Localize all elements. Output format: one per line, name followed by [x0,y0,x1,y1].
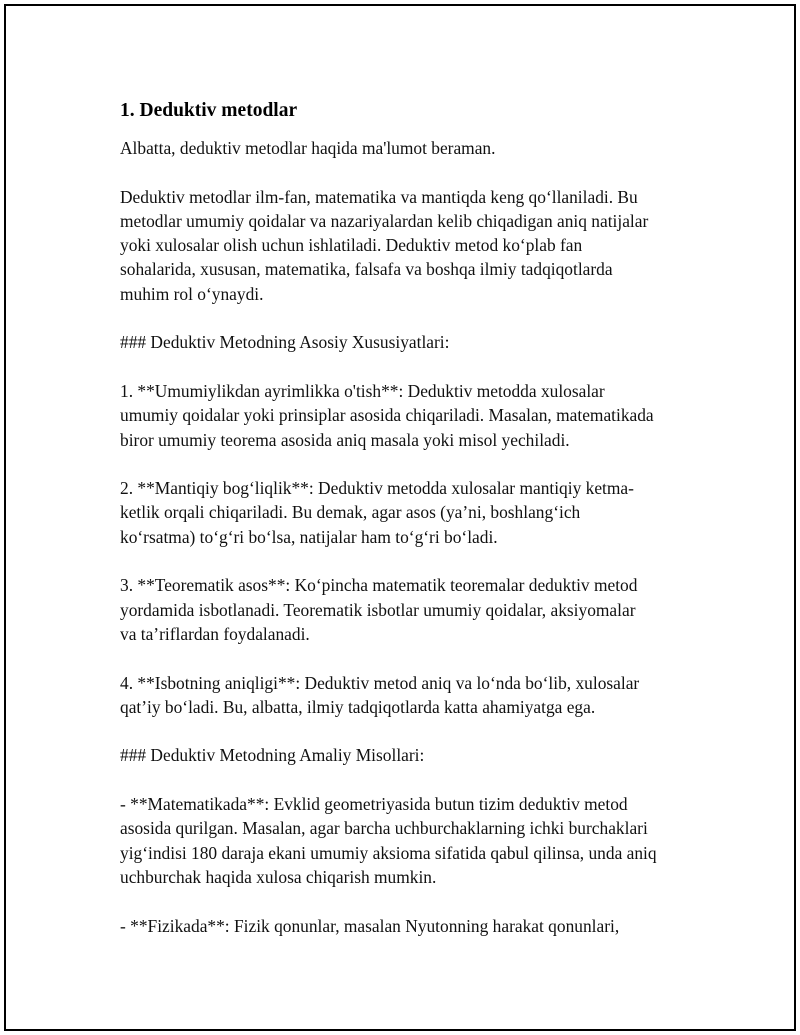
feature-item-3: 3. **Teorematik asos**: Ko‘pincha matematik teoremalar deduktiv metod yordamida isbotlanadi. Teorematik isbotlar umumiy qoidalar, aksiyomalar va ta’riflardan foydalanadi. [120,575,638,644]
intro-paragraph: Albatta, deduktiv metodlar haqida ma'lumot beraman. [120,138,496,158]
section-heading-examples: ### Deduktiv Metodning Amaliy Misollari: [120,745,425,766]
document-title: 1. Deduktiv metodlar [120,100,298,121]
feature-item-2: 2. **Mantiqiy bog‘liqlik**: Deduktiv metodda xulosalar mantiqiy ketma- ketlik orqali chiqariladi. Bu demak, agar asos (ya’ni, boshlang‘ich ko‘rsatma) to‘g‘ri bo‘lsa, natijalar ham to‘g‘ri bo‘ladi. [120,478,634,547]
example-item-physics: - **Fizikada**: Fizik qonunlar, masalan Nyutonning harakat qonunlari, [120,915,620,936]
document-body [120,98,700,962]
description-paragraph: Deduktiv metodlar ilm-fan, matematika va mantiqda keng qo‘llaniladi. Bu metodlar umumiy qoidalar va nazariyalardan kelib chiqadigan aniq natijalar yoki xulosalar olish uchun ishlatiladi. Deduktiv metod ko‘plab fan sohalarida, xususan, matematika, falsafa va boshqa ilmiy tadqiqotlarda muhim rol o‘ynaydi. [120,186,649,304]
document-page [4,4,796,1031]
example-item-math: - **Matematikada**: Evklid geometriyasida butun tizim deduktiv metod asosida qurilgan. Masalan, agar barcha uchburchaklarning ichki burchaklari yig‘indisi 180 daraja ekani umumiy aksioma sifatida qabul qilinsa, unda aniq uchburchak haqida xulosa chiqarish mumkin. [120,794,657,887]
feature-item-1: 1. **Umumiylikdan ayrimlikka o'tish**: Deduktiv metodda xulosalar umumiy qoidalar yoki prinsiplar asosida chiqariladi. Masalan, matematikada biror umumiy teorema asosida aniq masala yoki misol yechiladi. [120,380,654,450]
feature-item-4: 4. **Isbotning aniqligi**: Deduktiv metod aniq va lo‘nda bo‘lib, xulosalar qat’iy bo‘ladi. Bu, albatta, ilmiy tadqiqotlarda katta ahamiyatga ega. [120,672,640,717]
section-heading-features: ### Deduktiv Metodning Asosiy Xususiyatlari: [120,332,450,353]
